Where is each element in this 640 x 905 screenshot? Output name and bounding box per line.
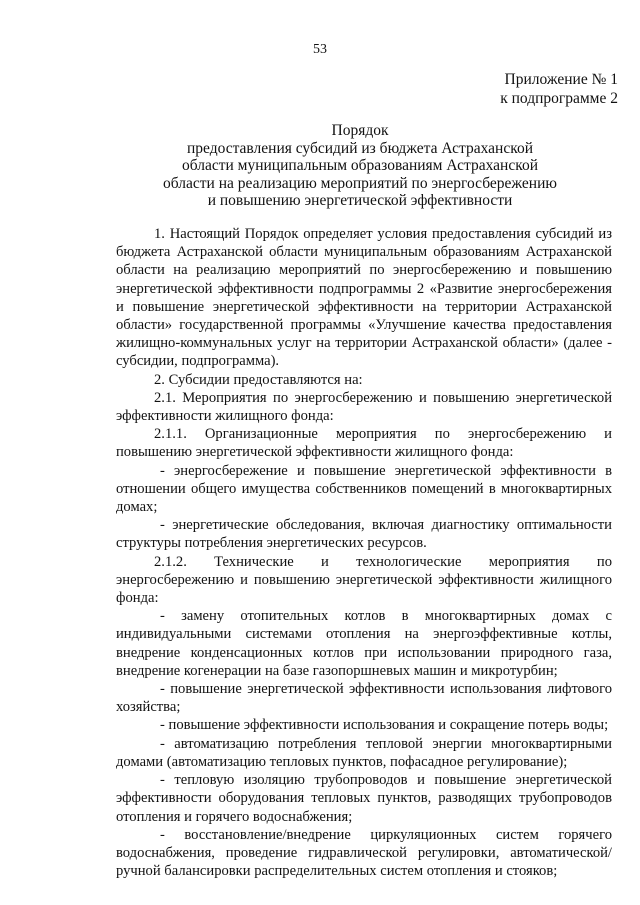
list-item: - автоматизацию потребления тепловой энергии многоквартирными домами (автоматизацию тепловых пунктов, пофасадное регулирование); <box>116 735 612 770</box>
title-line: области на реализацию мероприятий по энергосбережению <box>163 174 557 192</box>
title-line: области муниципальным образованиям Астраханской <box>181 157 539 174</box>
title-heading: Порядок <box>331 122 389 139</box>
appendix-line-2: к подпрограмме 2 <box>500 90 618 107</box>
list-item: - энергетические обследования, включая диагностику оптимальности структуры потребления энергетических ресурсов. <box>116 517 612 552</box>
paragraph-1: 1. Настоящий Порядок определяет условия предоставления субсидий из бюджета Астраханской области муниципальным образованиям Астраханской области на реализацию мероприятий по энергосбережению и повышению энергетической эффективности подпрограммы 2 «Развитие энергосбережения и повышение энергетической эффективности на территории Астраханской области» государственной программы «Улучшение качества предоставления жилищно-коммунальных услуг на территории Астраханской области» (далее - субсидии, подпрограмма). <box>116 226 612 370</box>
appendix-line-1: Приложение № 1 <box>504 71 618 88</box>
title-line: предоставления субсидий из бюджета Астраханской <box>186 139 534 157</box>
paragraph-2-1-2: 2.1.2. Технические и технологические мероприятия по энергосбережению и повышению энергетической эффективности жилищного фонда: <box>116 553 612 607</box>
paragraph-2: 2. Субсидии предоставляются на: <box>154 371 363 388</box>
list-item: - повышение эффективности использования и сокращение потерь воды; <box>160 717 609 734</box>
paragraph-2-1: 2.1. Мероприятия по энергосбережению и повышению энергетической эффективности жилищного фонда: <box>116 389 612 425</box>
list-item: - энергосбережение и повышение энергетической эффективности в отношении общего имущества собственников помещений в многоквартирных домах; <box>116 462 612 516</box>
title-line: и повышению энергетической эффективности <box>207 192 513 209</box>
document-body <box>116 225 612 880</box>
document-title <box>60 122 640 210</box>
page-number: 53 <box>313 42 327 57</box>
list-item: - тепловую изоляцию трубопроводов и повышение энергетической эффективности оборудования тепловых пунктов, разводящих трубопроводов отопления и горячего водоснабжения; <box>116 772 612 825</box>
list-item: - восстановление/внедрение циркуляционных систем горячего водоснабжения, проведение гидравлической регулировки, автоматической/ручной балансировки распределительных систем отопления и стояков; <box>116 826 612 880</box>
paragraph-2-1-1: 2.1.1. Организационные мероприятия по энергосбережению и повышению энергетической эффективности жилищного фонда: <box>116 426 612 461</box>
list-item: - замену отопительных котлов в многоквартирных домах с индивидуальными системами отопления на энергоэффективные котлы, внедрение конденсационных котлов при использовании природного газа, внедрение когенерации на базе газопоршневых машин и микротурбин; <box>116 608 612 679</box>
appendix-reference <box>500 70 618 108</box>
list-item: - повышение энергетической эффективности использования лифтового хозяйства; <box>116 681 612 716</box>
